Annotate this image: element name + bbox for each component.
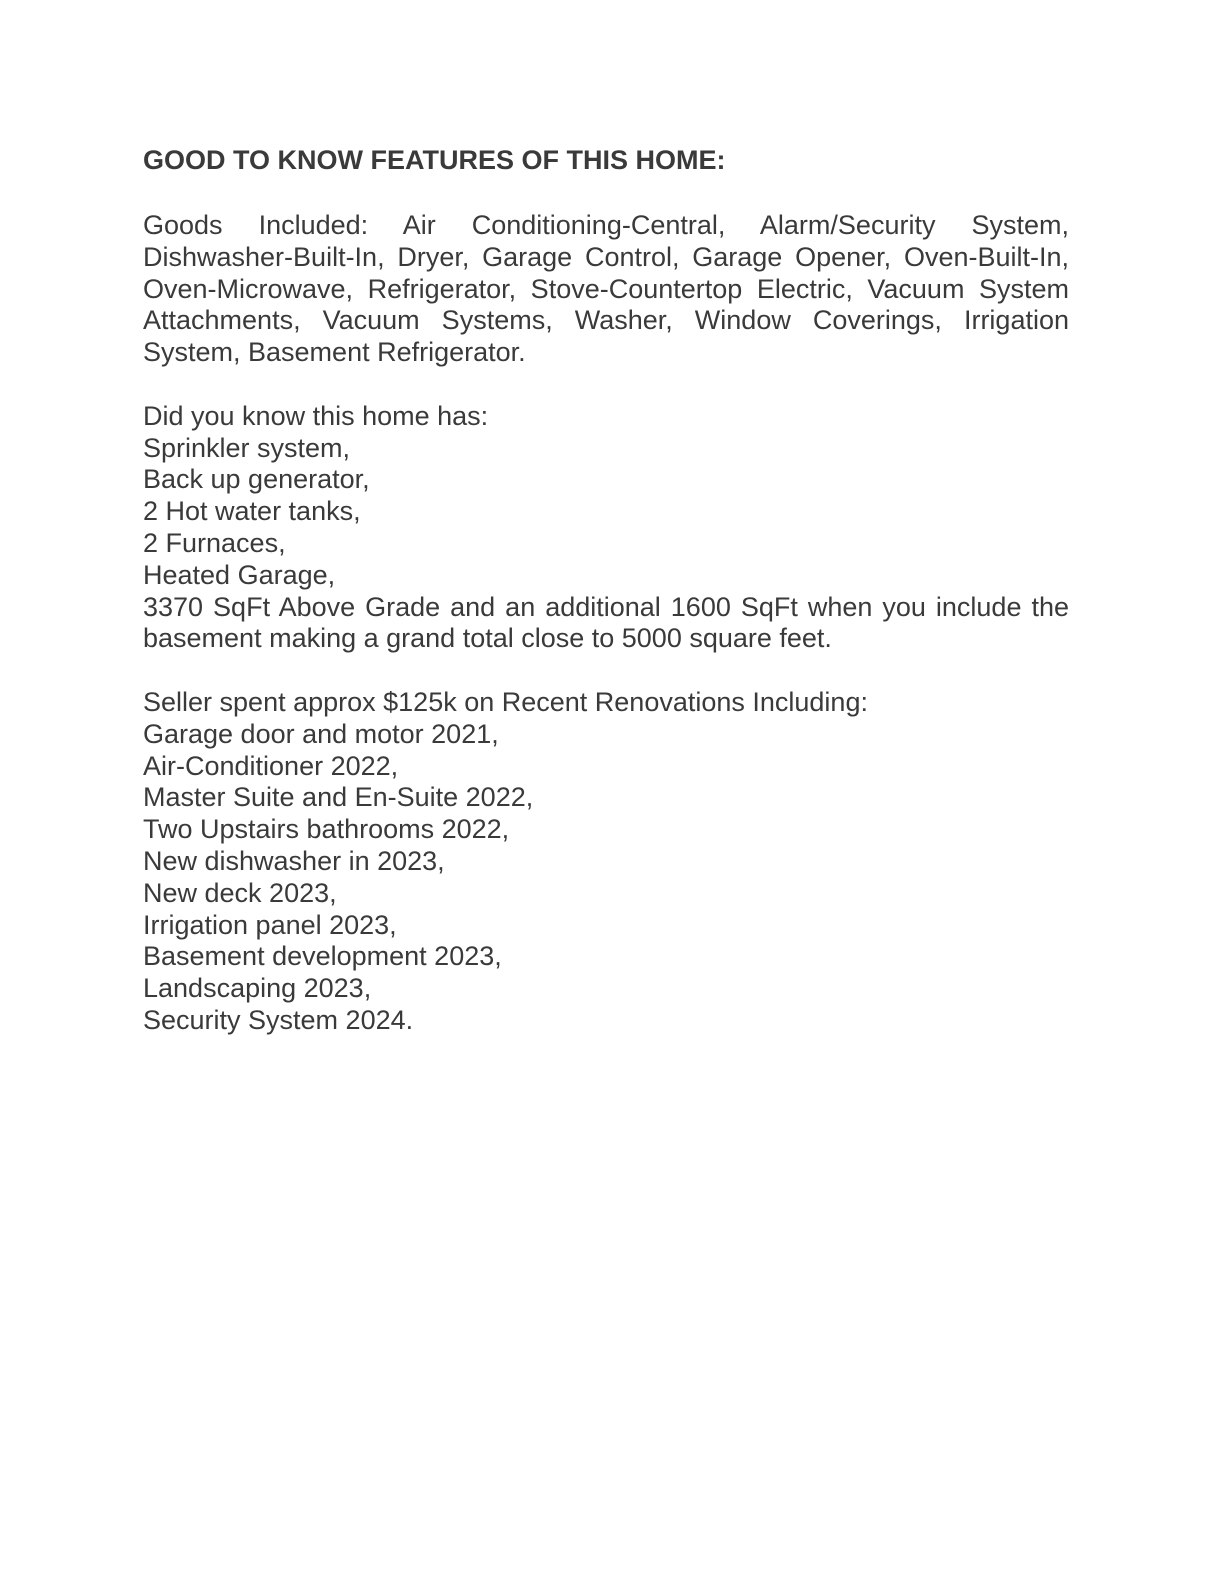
feature-item: Sprinkler system, [143, 432, 351, 463]
renovation-item: New deck 2023, [143, 877, 337, 908]
renovations-intro: Seller spent approx $125k on Recent Renovations Including: [143, 686, 868, 717]
features-section [143, 401, 1069, 655]
renovations-section [143, 687, 1069, 1037]
renovation-item: Security System 2024. [143, 1004, 414, 1035]
feature-item: 2 Hot water tanks, [143, 496, 361, 527]
document-heading: GOOD TO KNOW FEATURES OF THIS HOME: [143, 145, 726, 175]
renovation-item: Basement development 2023, [143, 941, 502, 972]
feature-item: Heated Garage, [143, 559, 336, 590]
document-page [143, 143, 1069, 1037]
renovation-item: Garage door and motor 2021, [143, 718, 499, 749]
goods-included-paragraph: Goods Included: Air Conditioning-Central, Alarm/Security System, Dishwasher-Built-In, Dryer, Garage Control, Garage Opener, Oven-Built-In, Oven-Microwave, Refrigerator, Stove-Countertop Electric, Vacuum System Attachments, Vacuum Systems, Washer, Window Coverings, Irrigation System, Basement Refrigerator. [143, 210, 1069, 368]
renovation-item: Two Upstairs bathrooms 2022, [143, 814, 510, 845]
features-intro: Did you know this home has: [143, 400, 489, 431]
renovation-item: Air-Conditioner 2022, [143, 750, 399, 781]
renovation-item: Irrigation panel 2023, [143, 909, 397, 940]
feature-item: Back up generator, [143, 464, 370, 495]
square-footage-text: 3370 SqFt Above Grade and an additional 1600 SqFt when you include the basement making a grand total close to 5000 square feet. [143, 591, 1069, 654]
renovation-item: Landscaping 2023, [143, 973, 372, 1004]
feature-item: 2 Furnaces, [143, 527, 286, 558]
renovation-item: Master Suite and En-Suite 2022, [143, 782, 534, 813]
renovation-item: New dishwasher in 2023, [143, 845, 445, 876]
